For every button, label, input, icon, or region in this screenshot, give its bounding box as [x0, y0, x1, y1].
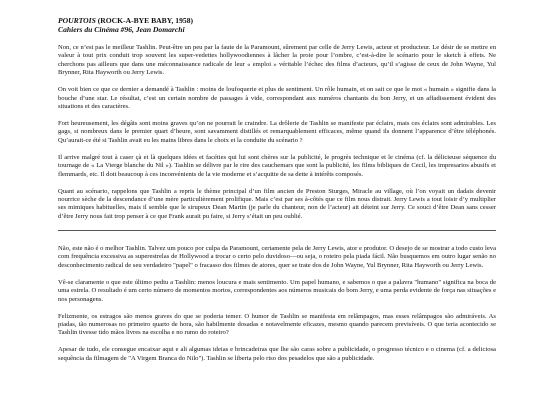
portuguese-paragraph-3: Felizmente, os estragos são menos graves do que se poderia temer. O humor de Tashlin se manifesta em relâmpagos, mas esses relâmpagos são admiráveis. As piadas, tão numerosas no primeiro quarto de hora, são habilmente dosadas e notavelmente eficazes, mesmo quando parecem previsíveis. O que teria acontecido se Tashlin tivesse tido mãos livres na escolha e no rumo do roteiro?: [58, 312, 496, 337]
french-paragraph-3: Fort heureusement, les dégâts sont moins graves qu’on ne pourrait le craindre. La drôlerie de Tashlin se manifeste par éclairs, mais ces éclairs sont admirables. Les gags, si nombreux dans le premier quart d’heure, sont savamment distillés et remarquablement efficaces, même quand ils donnent l’apparence d’être téléphonés. Qu’aurait-ce été si Tashlin avait eu les mains libres dans le choix et la conduite du scénario ?: [58, 120, 496, 144]
film-subtitle: (ROCK-A-BYE BABY, 1958): [95, 16, 194, 25]
french-paragraph-2: On voit bien ce que ce dernier a demandé à Tashlin : moins de loufoquerie et plus de sentiment. Un rôle humain, et on sait ce que le mot « humain » signifie dans la bouche d’une star. Le résultat, c’est un certain nombre de passages à vide, correspondant aux numéros chantants du bon Jerry, et un affadissement évident des situations et des caractères.: [58, 86, 496, 111]
article: [58, 16, 496, 372]
french-paragraph-1: Non, ce n’est pas le meilleur Tashlin. Peut-être un peu par la faute de la Paramount, sûrement par celle de Jerry Lewis, acteur et producteur. Le désir de se mettre en valeur à tout prix conduit trop souvent les super-vedettes hollywoodiennes à lâcher la proie pour l’ombre, c’est-à-dire le scénario pour le sketch à effets. Ne cherchons pas ailleurs que dans une méconnaissance radicale de leur « emploi » véritable l’échec des films d’acteurs, qu’il s’agisse de ceux de John Wayne, Yul Brynner, Rita Hayworth ou Jerry Lewis.: [58, 44, 496, 77]
portuguese-paragraph-2: Vê-se claramente o que este último pediu a Tashlin: menos loucura e mais sentimento. Um papel humano, e sabemos o que a palavra "humano" significa na boca de uma estrela. O resultado é um certo número de momentos mortos, correspondentes aos números musicais do bom Jerry, e uma perda evidente de força nas situações e nos personagens.: [58, 278, 496, 303]
french-paragraph-5: Quant au scénario, rappelons que Tashlin a repris le thème principal d’un film ancien de Preston Sturges, Miracle au village, où l’on voyait un dadais devenir nourrice sèche de la descendance d’une mère particulièrement prolifique. Mais c’est par ses à-côtés que ce film nous distrait. Jerry Lewis a tout loisir d’y multiplier ses mimiques habituelles, mais il semble que le sirupeux Dean Martin (je parle du chanteur, non de l’acteur) ait déteint sur Jerry. Ce souci d’être Dean sans cesser d’être Jerry nous fait trop penser à ce que Frank aurait pu faire, si Jerry s’était un peu oublié.: [58, 187, 496, 220]
film-title: POURTOIS: [58, 16, 96, 25]
portuguese-paragraph-1: Não, este não é o melhor Tashlin. Talvez um pouco por culpa da Paramount, certamente pela de Jerry Lewis, ator e produtor. O desejo de se mostrar a todo custo leva com frequência excessiva as superestrelas de Hollywood a trocar o certo pelo duvidoso—ou seja, o roteiro pela piada fácil. Não busquemos em outro lugar senão no desconhecimento radical de seu verdadeiro "papel" o fracasso dos filmes de atores, quer se trate dos de John Wayne, Yul Brynner, Rita Hayworth ou Jerry Lewis.: [58, 244, 496, 269]
portuguese-text: [58, 245, 496, 363]
portuguese-paragraph-4: Apesar de tudo, ele consegue encaixar aqui e ali algumas ideias e brincadeiras que lhe são caras sobre a publicidade, o progresso técnico e o cinema (cf. a deliciosa sequência da filmagem de "A Virgem Branca do Nilo"). Tashlin se liberta pelo riso dos pesadelos que são a publicidade.: [58, 346, 496, 362]
french-text: [58, 44, 496, 221]
article-heading: [58, 16, 496, 25]
french-paragraph-4: Il arrive malgré tout à caser çà et là quelques idées et facéties qui lui sont chères sur la publicité, le progrès technique et le cinéma (cf. la délicieuse séquence du tournage de « La Vierge blanche du Nil »). Tashlin se délivre par le rire des cauchemars que sont la publicité, les films bibliques de Cecil, les impresarios abusifs et flemmards, etc. Il doit beaucoup à ces inconvénients de la vie moderne et s’acquitte de sa dette à intérêts composés.: [58, 153, 496, 178]
section-divider: [58, 230, 496, 231]
article-source: Cahiers du Cinéma #96, Jean Domarchi: [58, 25, 185, 34]
